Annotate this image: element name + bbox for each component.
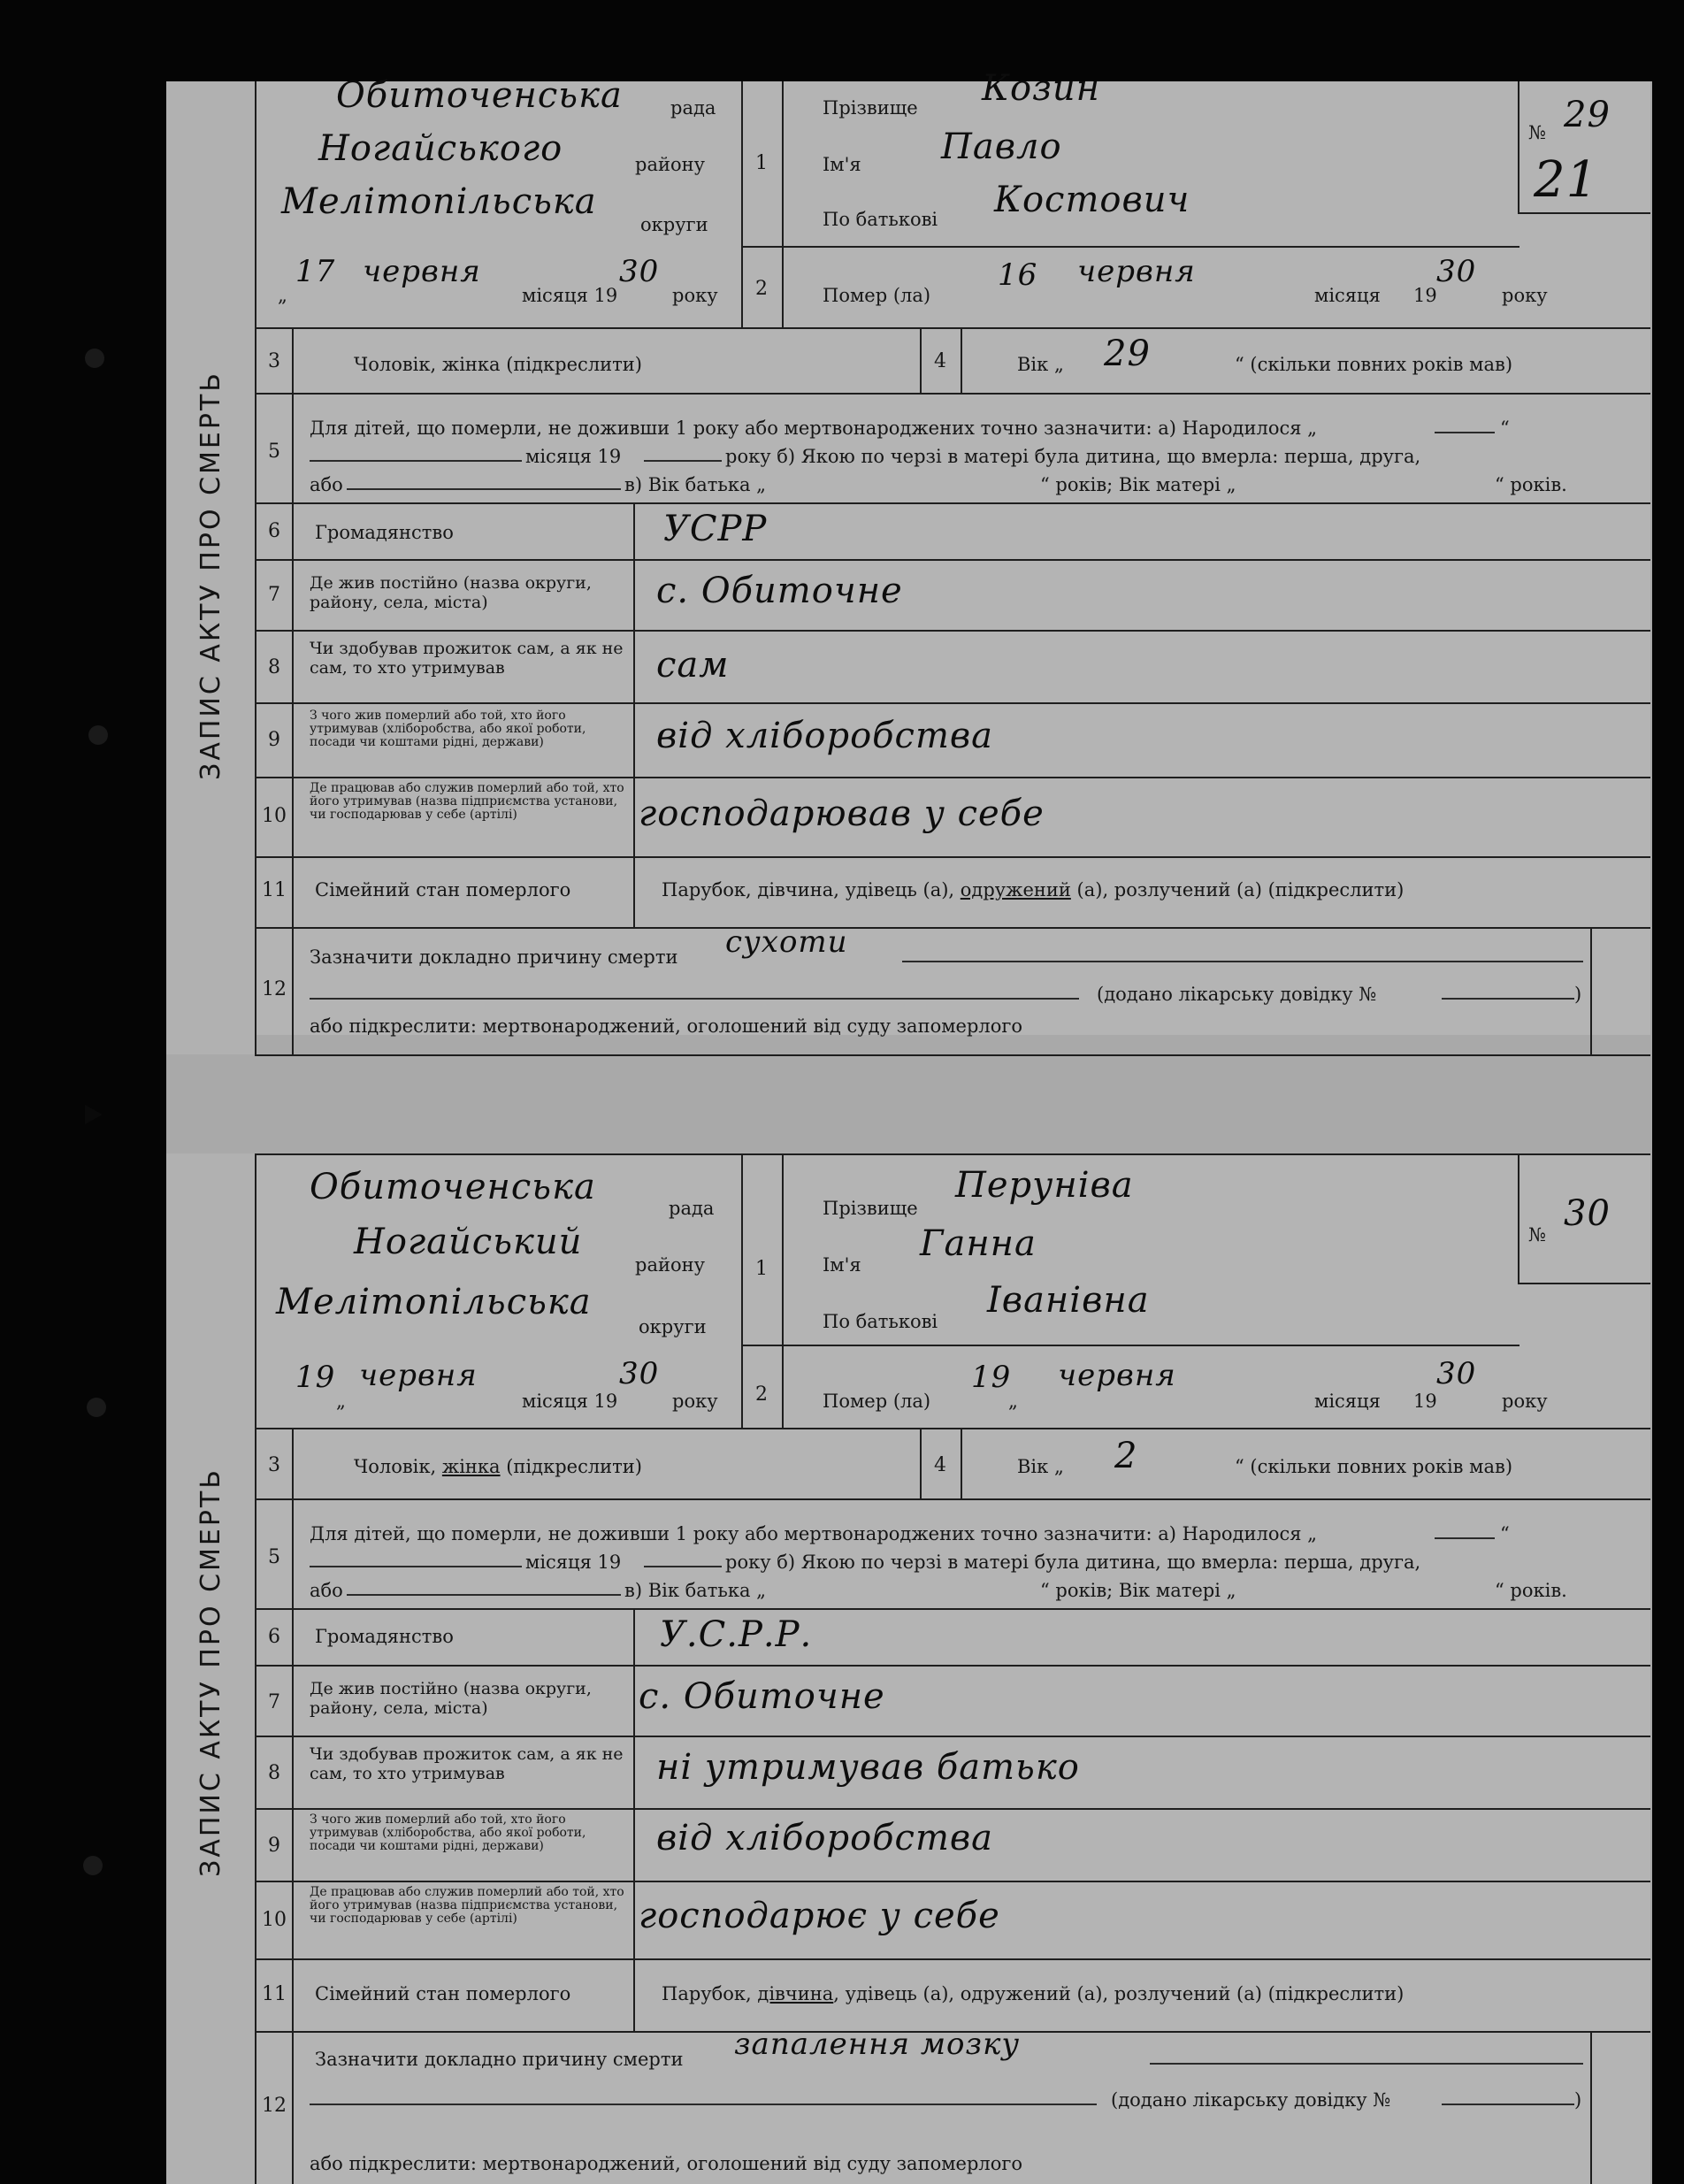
month-label: місяця 19 (522, 285, 618, 306)
died-label: Помер (ла) (823, 285, 931, 306)
cause-alt: або підкреслити: мертвонароджений, оголошений від суду запомерлого (310, 1015, 1023, 1037)
children-line-3d: “ років. (1495, 1580, 1567, 1601)
children-line-3c: “ років; Вік матері „ (1040, 1580, 1236, 1601)
record-1-council-value: Обиточенська (336, 75, 623, 116)
cause-label: Зазначити докладно причину смерти (310, 946, 678, 968)
year-label: року (672, 285, 718, 306)
children-line-3a: або (310, 1580, 343, 1601)
sex-selected: жінка (441, 1456, 501, 1477)
month-label: місяця 19 (522, 1391, 618, 1412)
children-line-3b: в) Вік батька „ (624, 1580, 767, 1601)
cause-note: (додано лікарську довідку № (1097, 984, 1377, 1005)
record-2-income: від хліборобства (656, 1818, 994, 1858)
year2-label: року (1502, 285, 1548, 306)
record-1-reg-year: 30 (619, 254, 660, 289)
income-label: З чого жив померлий або той, хто його утримував (хліборобства, або якої роботи, посади чи коштами рідні, держави) (310, 1812, 586, 1853)
record-2-district-value: Ногайський (354, 1222, 583, 1262)
cause-note: (додано лікарську довідку № (1111, 2089, 1391, 2111)
binder-hole (88, 725, 108, 745)
record-1-death-month: червня (1077, 254, 1196, 289)
rada-label: рада (670, 97, 716, 119)
children-line-2a: місяця 19 (525, 1552, 622, 1573)
record-1-patronymic-value: Костович (994, 180, 1190, 220)
record-2-patronymic-value: Іванівна (987, 1280, 1150, 1321)
binder-hole (83, 1856, 103, 1875)
name-label: Ім'я (823, 154, 861, 175)
record-1-surname-value: Козин (982, 68, 1100, 109)
record-1-livelihood: сам (656, 645, 730, 686)
children-line-2b: року б) Якою по черзі в матері була дитина, що вмерла: перша, друга, (725, 1552, 1421, 1573)
livelihood-label: Чи здобував прожиток сам, а як не сам, то хто утримував (310, 639, 624, 678)
work-label: Де працював або служив померлий або той, хто його утримував (назва підприємства установи, чи господарював у себе (артілі) (310, 1885, 624, 1926)
age-label: Вік „ (1017, 1456, 1064, 1477)
record-2-citizenship: У.С.Р.Р. (660, 1614, 813, 1655)
record-2-okruha-value: Мелітопільська (276, 1282, 592, 1322)
age-suffix-label: “ (скільки повних років мав) (1235, 1456, 1513, 1477)
marital-label: Сімейний стан померлого (315, 1983, 571, 2004)
year-prefix: 19 (1413, 1391, 1437, 1412)
children-line-3a: або (310, 474, 343, 495)
died-label: Помер (ла) (823, 1391, 931, 1412)
age-label: Вік „ (1017, 354, 1064, 375)
residence-label: Де жив постійно (назва округи, району, села, міста) (310, 573, 592, 612)
record-2-livelihood: ні утримував батько (656, 1747, 1080, 1788)
income-label: З чого жив померлий або той, хто його утримував (хліборобства, або якої роботи, посади чи коштами рідні, держави) (310, 709, 586, 749)
record-1-district-value: Ногайського (318, 128, 563, 169)
children-line-1: Для дітей, що померли, не доживши 1 року або мертвонароджених точно зазначити: а) Народилося „ (310, 418, 1318, 439)
record-1-work: господарював у себе (639, 793, 1045, 834)
marital-selected: дівчина (757, 1983, 834, 2004)
citizenship-label: Громадянство (315, 522, 454, 543)
name-label: Ім'я (823, 1254, 861, 1276)
year-prefix: 19 (1413, 285, 1437, 306)
record-1-side-label: ЗАПИС АКТУ ПРО СМЕРТЬ (195, 370, 226, 780)
record-2-death-month: червня (1058, 1358, 1176, 1393)
record-1-death-year: 30 (1436, 254, 1477, 289)
rada-label: рада (669, 1198, 715, 1219)
children-line-1: Для дітей, що померли, не доживши 1 року або мертвонароджених точно зазначити: а) Народилося „ (310, 1523, 1318, 1544)
children-line-3b: в) Вік батька „ (624, 474, 767, 495)
record-1-number-alt: 21 (1534, 151, 1599, 209)
year2-label: року (1502, 1391, 1548, 1412)
record-1-reg-day: 17 (295, 254, 336, 289)
record-2-death-day: 19 (971, 1360, 1012, 1395)
month2-label: місяця (1314, 1391, 1381, 1412)
record-1-number: 29 (1564, 95, 1611, 135)
record-2-age-value: 2 (1114, 1436, 1138, 1476)
record-1-okruha-value: Мелітопільська (281, 181, 597, 222)
marital-label: Сімейний стан померлого (315, 879, 571, 900)
record-2-cause: запалення мозку (734, 2027, 1021, 2062)
work-label: Де працював або служив померлий або той, хто його утримував (назва підприємства установи, чи господарював у себе (артілі) (310, 781, 624, 822)
record-2-number: 30 (1564, 1193, 1611, 1234)
record-2-reg-month: червня (359, 1358, 478, 1393)
cause-label: Зазначити докладно причину смерти (315, 2049, 684, 2070)
record-2-reg-year: 30 (619, 1356, 660, 1391)
record-1-residence: с. Обиточне (656, 571, 903, 611)
okruhy-label: округи (640, 214, 708, 235)
binder-hole (85, 349, 104, 368)
children-line-2a: місяця 19 (525, 446, 622, 467)
cause-alt: або підкреслити: мертвонароджений, оголошений від суду запомерлого (310, 2153, 1023, 2174)
record-2-residence: с. Обиточне (639, 1676, 885, 1717)
surname-label: Прізвище (823, 1198, 918, 1219)
record-2-side-label: ЗАПИС АКТУ ПРО СМЕРТЬ (195, 1467, 226, 1877)
arrow-marker-icon (85, 1105, 103, 1124)
marital-selected: одружений (960, 879, 1071, 900)
no-label: № (1528, 1224, 1546, 1245)
rayonu-label: району (635, 154, 705, 175)
record-2-death-year: 30 (1436, 1356, 1477, 1391)
surname-label: Прізвище (823, 97, 918, 119)
record-2-reg-day: 19 (295, 1360, 336, 1395)
binder-hole (87, 1398, 106, 1417)
children-line-3c: “ років; Вік матері „ (1040, 474, 1236, 495)
children-line-3d: “ років. (1495, 474, 1567, 495)
record-1-death-day: 16 (998, 257, 1038, 293)
year-label: року (672, 1391, 718, 1412)
record-2-council-value: Обиточенська (310, 1167, 596, 1207)
children-line-2b: року б) Якою по черзі в матері була дитина, що вмерла: перша, друга, (725, 446, 1421, 467)
record-1-name-value: Павло (941, 126, 1062, 167)
record-1-cause: сухоти (725, 924, 848, 960)
month2-label: місяця (1314, 285, 1381, 306)
record-1-age-value: 29 (1104, 333, 1151, 374)
record-1-reg-month: червня (363, 254, 481, 289)
marital-options: Парубок, дівчина, удівець (а), одружений (а), розлучений (а) (підкреслити) (662, 879, 1405, 900)
marital-options: Парубок, дівчина, удівець (а), одружений (а), розлучений (а) (підкреслити) (662, 1983, 1405, 2004)
patronymic-label: По батькові (823, 209, 938, 230)
age-suffix-label: “ (скільки повних років мав) (1235, 354, 1513, 375)
citizenship-label: Громадянство (315, 1626, 454, 1647)
sex-label: Чоловік, жінка (підкреслити) (354, 354, 642, 375)
record-1-citizenship: УСРР (663, 509, 768, 549)
record-2-name-value: Ганна (920, 1223, 1037, 1264)
record-2-work: господарює у себе (639, 1896, 1000, 1936)
sex-label: Чоловік, жінка (підкреслити) (354, 1456, 642, 1477)
okruhy-label: округи (639, 1316, 707, 1337)
livelihood-label: Чи здобував прожиток сам, а як не сам, то хто утримував (310, 1744, 624, 1783)
residence-label: Де жив постійно (назва округи, району, села, міста) (310, 1679, 592, 1718)
rayonu-label: району (635, 1254, 705, 1276)
record-1-income: від хліборобства (656, 716, 994, 756)
no-label: № (1528, 122, 1546, 143)
patronymic-label: По батькові (823, 1311, 938, 1332)
record-2-surname-value: Перуніва (955, 1165, 1134, 1206)
